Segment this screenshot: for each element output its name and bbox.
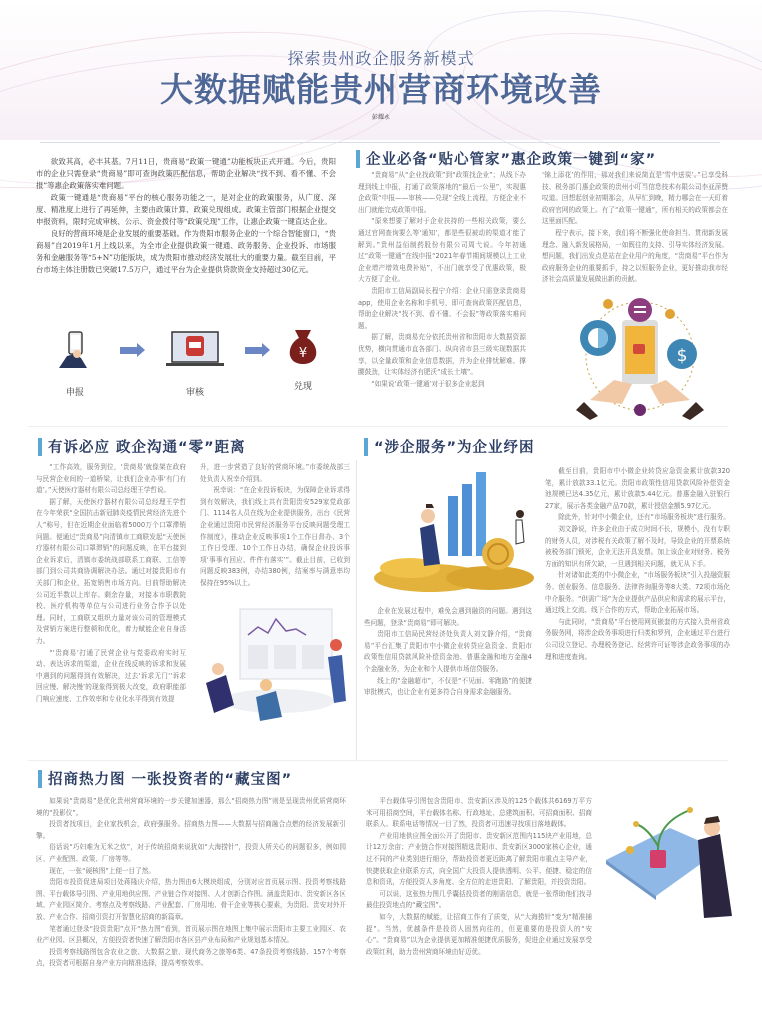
money-bag-icon: [285, 326, 321, 366]
section-title-complaints: 有诉必应 政企沟通“零”距离: [38, 436, 246, 457]
phone-finance-icon: [570, 292, 710, 420]
section2-column-1: “工作高效，服务到位，‘贵商易’就像架在政府与民营企业间的一道桥梁，让我们企业办事‘有门有道’。”天使医疗器材有限公司总经理王学哲说。 据了解，天使医疗器材有限公司总经理王学哲在今年荣获“全国抗击新冠肺炎疫情民营经济先进个人”称号，但在近期企业面临着5000万个口罩滞销问题。便通过“贵商易”向清镇市工商联发起“天使医疗器材有限公司口罩滞销”的问题反映，在平台接到企业诉求后，清镇市委统战部联系工商联、工信等部门到公司共商协调解决办法。通过对接贵阳市有关部门和企业，拓宽销售市场方向。目前帮助解决公司近半数以上库存。剩余存量，对接本市职教院校、医疗机构等单位与公司进行业务合作予以处理。同时，工商联又组织力量对该公司的管理模式及营销方案进行整顿和优化，着力赋能企业自身活力。 “‘贵商易’打通了民营企业与党委政府实时互动、表达诉求的渠道，企业在线反映的诉求和发展中遇到的问题得到有效解决，过去‘诉求无门’‘诉求回应慢、解决慢’的现象得到极大改变，政府职能部门响应速度、工作效率和专业化水平得到有效提: [36, 463, 186, 703]
section1-column-1: “贵商易”从“企业找政策”到“政策找企业”；从线下办理到线上申报，打通了政策落地的“最后一公里”，实现惠企政策“申报——审核——兑现”全线上流程，方便企业不出门就能完成政策申报。 “原来想要了解对于企业扶持的一些相关政策，要么通过官网查询要么等‘通知’，都是些很被动的渠道才能了解到。”贵州益佰制药股份有限公司周弋说。今年初通过“政策一键通”在线申报“2021年春节期间规模以上工业企业增产增效电费补贴”，不出门就享受了优惠政策，极大方便了企业。 贵阳市工信局副局长程宁介绍：企业只需登录贵商易app，使用企业名称和手机号，即可查询政策匹配信息，帮助企业解决“找不到、看不懂、不会报”等政策落实难问题。 据了解，贵商易充分依托贵州省和贵阳市大数据资源优势，横向贯通市直各部门、纵向省市县三级实现数据共享，以全量政策和企业信息数据，并为企业排忧解难、撑腰鼓劲，让实体经济有肥沃“成长土壤”。 “如果说‘政策一键通’对于很多企业起到: [358, 171, 526, 388]
section-title-policy: 企业必备“贴心管家”惠企政策一键到“家”: [356, 148, 656, 169]
mobile-finance-illustration: [570, 292, 710, 420]
flow-step-label: 审核: [185, 388, 204, 398]
laptop-icon: [164, 330, 226, 370]
flow-step-label: 申报: [65, 388, 84, 398]
divider: [40, 142, 720, 143]
section3-column-1: 企业在发展过程中，难免会遇到融资的问题。遇到这些问题，登录“贵商易”即可解决。 贵阳市工信局民营经济处负责人刘文静介绍，“贵商易”平台汇集了贵阳市中小微企业转贷应急资金、贵阳市政策性信用贷款风险补偿资金池、普惠金融和地方金融4个金融业务，为企业和个人提供市场信贷服务。 线上的“金融超市”，不仅是“不见面、零跑路”的便捷审批模式，也让企业有更多符合自身需求金融服务。: [364, 607, 532, 697]
flow-step-submit: [55, 330, 95, 398]
investor-illustration: [600, 800, 740, 920]
flow-step-label: 兑现: [293, 382, 312, 392]
arrow-right-icon: [120, 347, 138, 354]
svg-text:¥: ¥: [298, 346, 308, 361]
team-meeting-illustration: [196, 605, 356, 730]
kicker: 探索贵州政企服务新模式: [287, 49, 475, 68]
intro-paragraph: 良好的营商环境是企业发展的重要基础。作为贵阳市服务企业的一个综合智能窗口，“贵商易”自2019年1月上线以来，为全市企业提供政策一键通、政务服务、企业投诉、市场服务和金融服务等“5+N”功能版块，成为贵阳市推动经济发展壮大的重要力量。截至目前，平台市场主体注册数已突破17.5万户，通过平台为企业提供贷款资金支持超过30亿元。: [36, 229, 336, 274]
intro-paragraph: 欲致其高，必丰其基。7月11日，贵商易“政策一键通”功能板块正式开通。今后，贵阳市的企业只需登录“贵商易”即可查询政策匹配信息，帮助企业解决“找不到、看不懂、不会报”等惠企政策落实难问题。: [36, 157, 336, 190]
intro-paragraph: 政策一键通是“贵商易”平台的核心服务功能之一，是对企业的政策服务，从广度、深度、精准度上进行了再延伸，主要由政策计算、政策兑现组成。政策主管部门根据企业提交申报资料，限时完成审核、公示、资金拨付等“政策兑现”工作，让惠企政策一键直达企业。: [36, 193, 336, 226]
investor-plant-icon: [600, 800, 740, 920]
intro-lead: [36, 156, 336, 276]
divider: [28, 426, 728, 427]
flow-step-cash: [283, 326, 323, 392]
accent-bar: [38, 770, 42, 788]
flow-step-review: [163, 330, 227, 398]
phone-hand-icon: [57, 330, 93, 370]
arrow-right-icon: [245, 347, 263, 354]
process-flow-diagram: [55, 330, 335, 400]
section4-column-2: 平台载体导引图包含贵阳市、贵安新区涉及的125个载体共6169万平方米可用招商空间，平台载体名称、行政地址、总建筑面积、可招商面积、招商联系人、联系电话等情况一目了然，投资者可迅速寻找项目落地载体。 产业用地供应图全面公开了贵阳市、贵安新区范围内115块产业用地，总计12万余亩；产业链合作对接图精选贵阳市、贵安新区3000家核心企业，通过不同的产业类别进行细分，帮助投资者更近距离了解贵阳市重点主导产业，快捷获取企业联系方式，向全国广大投资人提供透明、公平、便捷、稳定的信息和资讯，方便投资人多角度、全方位的走进贵阳、了解贵阳，并投资贵阳。 可以说，这张热力图几乎囊括投资者的刚需信息，就是一张帮助他们找寻最佳投资地点的“藏宝图”。 如今，大数据的赋能，让招商工作有了质变，从“大海捞针”变为“精准捕捉”。当然，优越条件是投资人固然向往的，但更重要的是投资人的“安心”。“贵商易”以为企业提供更加精准便捷优质服务，促进企业通过发展享受政策红利，助力贵州营商环境由好迈优。: [366, 797, 592, 956]
accent-bar: [356, 150, 360, 168]
section3-column-2: 截至目前，贵阳市中小微企业转贷应急资金累计放款320笔，累计放款33.1亿元。贵阳市政策性信用贷款风险补偿资金池规模已达4.35亿元，累计放款5.44亿元。普惠金融入驻银行27家，展示各类金融产品70款，累计授信金额5.97亿元。 除此外，针对中小微企业，还有“市场服务板块”进行服务。 刘文静说，许多企业由于成立时间不长，规模小，没有专职的财务人员，对涉税有关政策了解不及时，导致企业的开票系统被税务部门锁死，企业无法开具发票。加上该企业对财务、税务方面的知识有所欠缺，一旦遇到相关问题，就无从下手。 针对诸如此类的中小微企业，“市场服务板块”引入投融资服务、创业服务、信息服务、法律咨询服务等8大类、72项市场化中介服务。“供需广场”为企业提供产品供应和需求的展示平台，通过线上交流、线下合作的方式，帮助企业拓展市场。 与此同时，“贵商易”平台使用网页嵌套的方式接入贵州省政务服务网，将涉企政务事项进行归类和罗列，企业通过平台进行公司设立登记、办理税务登记、经营许可证等涉企政务事项的办理和进度查询。: [545, 467, 730, 661]
accent-bar: [38, 438, 42, 456]
section2-column-2: 升，进一步营造了良好的营商环境。”市委统战部三处负责人祝幸介绍到。 祝幸说：“在企业投诉板块，为保障企业诉求得到有效解决，我们线上共有贵阳贵安529家党政部门、1114名人员在线为企业提供服务，出台《民营企业通过贵阳市民营经济服务平台反映问题受理工作制度》，推动企业反映事项1个工作日督办、3个工作日受理、10个工作日办结，确保企业投诉事项‘事事有回应、件件有落实’”。截止目前，已收到问题反映383例，办结380例，结案率与满意率均保持在95%以上。: [200, 463, 350, 587]
section-title-investment-heatmap: 招商热力图 一张投资者的“藏宝图”: [38, 768, 292, 789]
coins-growth-illustration: [370, 468, 538, 596]
section1-column-2: ‘锦上添花’的作用，那对我们来说简直是‘雪中送炭’。”已享受科技、税务部门惠企政策的贵州小叮当信息技术有限公司李亚萍赞叹道。回想起创业初期那会，从早忙到晚，精力哪会在一天盯着政府官网的政策上。有了“政策一键通”，所有相关的政策都会在这里面匹配。 程宁表示，接下来，我们将不断强化使命担当、贯彻新发展理念、融入新发展格局，一如既往的支持、引导实体经济发展。想问题，我们出发点是站在企业用户的角度，“贵商易”平台作为政府服务企业的重要抓手，持之以恒服务企业，更好推动我市经济社会高质量发展做出新的贡献。: [542, 171, 728, 284]
accent-bar: [364, 438, 368, 456]
meeting-dashboard-icon: [196, 605, 356, 730]
masthead: [0, 0, 762, 140]
byline: 彭耀永: [371, 114, 390, 121]
section-title-enterprise-services: “涉企服务”为企业纾困: [364, 436, 535, 457]
section4-column-1: 如果说“贵商易”是优化贵州营商环境的一步关键加速器，那么“招商热力图”则是呈现贵州优质营商环境的“投影仪”。 投资者找项目，企业家找机会，政府强服务。招商热力图——大数据与招商融合点燃的经济发展新引擎。 俗话说“巧妇难为无米之炊”，对于传统招商来说犹如“大海捞针”，投资人所关心的问题很多，例如园区、产业配图、政策、厂房等等。 现在，一张“硬核图”上便一目了然。 贵阳市投资促进局项目处蒋隆庆介绍，热力图由6大模块组成，分别对应首页展示图、投资考察线路图、平台载体导引图、产业用地供应图、产业链合作对接图、人才创新合作图。涵盖贵阳市、贵安新区各区域、产业园区简介、考察点及考察线路、产业配套、厂房用地、骨干企业等核心要素，为贵阳、贵安对外开放、产业合作、招商引资打开智慧化招商的新篇章。 笔者通过登录“投资贵阳”点开“热力图”看到，首页展示图在地图上集中展示贵阳市主要工业园区、农业产业园、区县概况，方便投资者快速了解贵阳市各区县产业布局和产业规划基本情况。 投资考察线路图包含农业之旅、大数据之旅、现代商务之旅等6类、47条投资考察线路、157个考察点，投资者可根据自身产业方向精准选择，提高考察效率。: [36, 797, 346, 968]
svg-text:$: $: [676, 346, 688, 366]
divider: [28, 760, 728, 761]
column-rule: [356, 460, 357, 760]
page-title: 大数据赋能贵州营商环境改善: [160, 70, 602, 109]
coins-chart-icon: [370, 468, 538, 596]
